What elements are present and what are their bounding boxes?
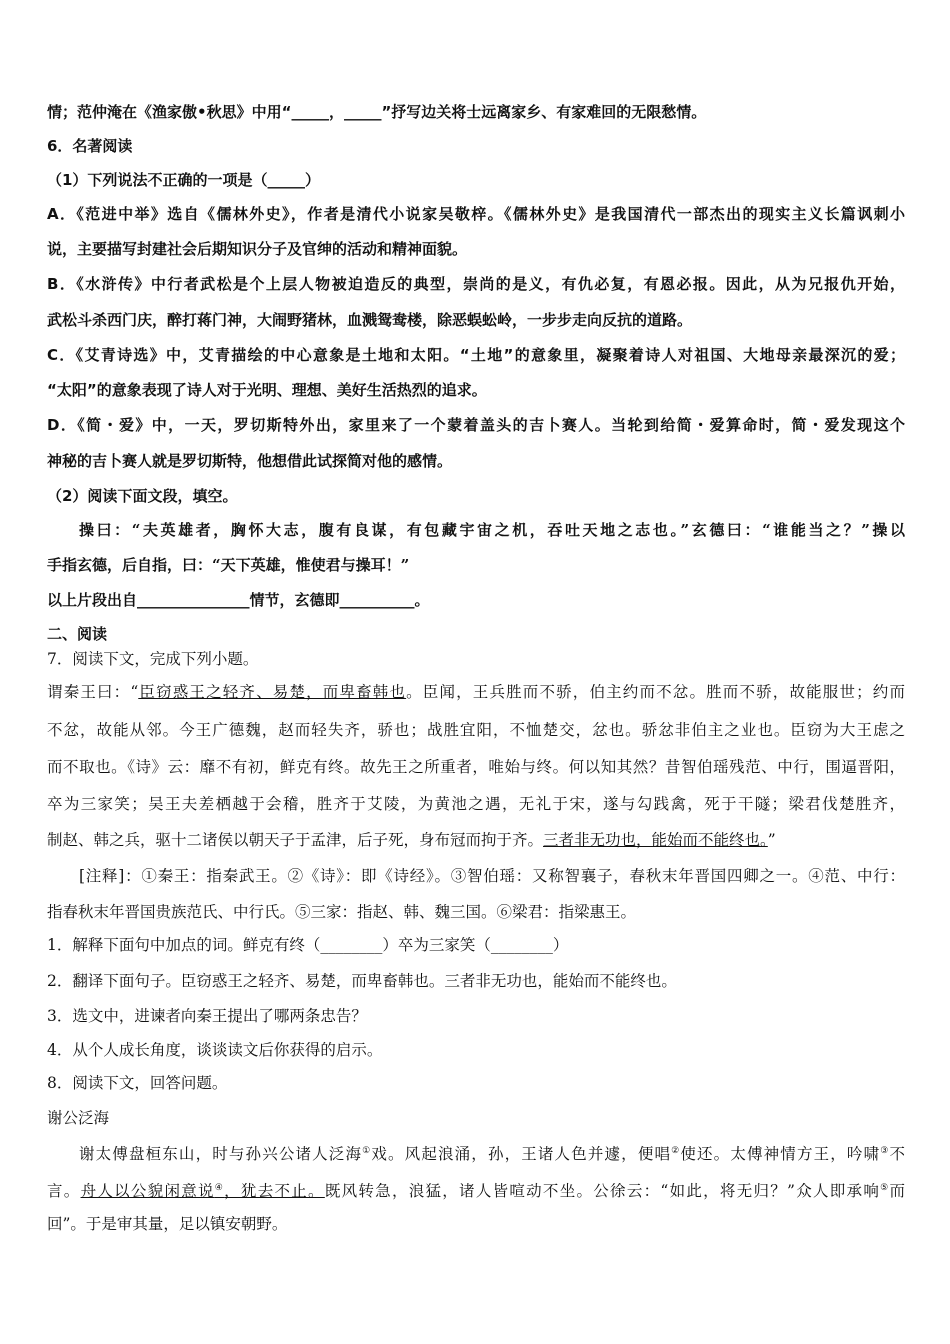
- footnote-mark: ⑤: [880, 1183, 890, 1193]
- text: 不: [889, 1145, 905, 1163]
- underlined-sentence: [81, 1182, 325, 1200]
- section5-tail: 情；范仲淹在《渔家傲•秋思》中用“_____，_____”抒写边关将士远离家乡、有家难回的无限愁情。: [47, 103, 707, 121]
- q7-text-line1: [47, 682, 905, 702]
- story-line3: 回”。于是审其量，足以镇安朝野。: [47, 1215, 288, 1233]
- text: 制赵、韩之兵，驱十二诸侯以朝天子于孟津，后子死，身布冠而拘于齐。: [47, 831, 544, 849]
- option-c-line2: “太阳”的意象表现了诗人对于光明、理想、美好生活热烈的追求。: [47, 381, 487, 399]
- fill-blank: 以上片段出自_______________情节，玄德即__________。: [47, 591, 430, 609]
- footnote-mark: ③: [880, 1146, 890, 1156]
- option-d-line2: 神秘的吉卜赛人就是罗切斯特，他想借此试探简对他的感情。: [47, 452, 453, 470]
- option-a-line1: A．《范进中举》选自《儒林外史》，作者是清代小说家吴敬梓。《儒林外史》是我国清代一部杰出的现实主义长篇讽刺小: [47, 205, 905, 223]
- q6-sub1: （1）下列说法不正确的一项是（_____）: [47, 171, 320, 189]
- q8-title: 8．阅读下文，回答问题。: [47, 1074, 228, 1092]
- notes-line2: 指春秋末年晋国贵族范氏、中行氏。⑤三家：指赵、韩、魏三国。⑥梁君：指梁惠王。: [47, 903, 637, 921]
- option-b-line2: 武松斗杀西门庆，醉打蒋门神，大闹野猪林，血溅鸳鸯楼，除恶蜈蚣岭，一步步走向反抗的道路。: [47, 311, 693, 329]
- story-line2: [47, 1178, 905, 1201]
- q7-question-1: 1．解释下面句中加点的词。鲜克有终（________）卒为三家笑（________）: [47, 936, 569, 954]
- underlined-sentence: 臣窃惑王之轻齐、易楚，而卑畜韩也: [138, 683, 407, 701]
- q7-text-line2: 不忿，故能从邻。今王广德魏，赵而轻失齐，骄也；战胜宜阳，不恤楚交，忿也。骄忿非伯主之业也。臣窃为大王虑之: [47, 721, 905, 739]
- text: ，犹去不止。: [224, 1182, 325, 1200]
- text: 舟人以公貌闲意说: [80, 1182, 215, 1200]
- footnote-mark: ④: [214, 1183, 225, 1193]
- text: 言。: [47, 1182, 81, 1200]
- q6-title: 6．名著阅读: [47, 137, 133, 155]
- footnote-mark: ②: [671, 1146, 681, 1156]
- option-a-line2: 说，主要描写封建社会后期知识分子及官绅的活动和精神面貌。: [47, 240, 468, 258]
- text: 谓秦王曰：“: [47, 683, 139, 701]
- q7-question-2: 2．翻译下面句子。臣窃惑王之轻齐、易楚，而卑畜韩也。三者非无功也，能始而不能终也。: [47, 972, 677, 990]
- text: 既风转急，浪猛，诸人皆喧动不坐。公徐云：“如此，将无归？”众人即承响: [324, 1182, 881, 1200]
- passage-line2: 手指玄德，后自指，曰：“天下英雄，惟使君与操耳！”: [47, 556, 410, 574]
- q7-text-line3: 而不取也。《诗》云：靡不有初，鲜克有终。故先王之所重者，唯始与终。何以知其然？昔智伯瑶残范、中行，围逼晋阳，: [47, 758, 905, 776]
- underlined-sentence: 三者非无功也，能始而不能终也。: [543, 831, 768, 849]
- text: 谢太傅盘桓东山，时与孙兴公诸人泛海: [79, 1145, 363, 1163]
- footnote-mark: ①: [362, 1146, 372, 1156]
- option-d-line1: D．《简・爱》中，一天，罗切斯特外出，家里来了一个蒙着盖头的吉卜赛人。当轮到给简・爱算命时，简・爱发现这个: [47, 416, 905, 434]
- text: ”: [767, 831, 776, 849]
- passage-line1: 操曰：“夫英雄者，胸怀大志，腹有良谋，有包藏宇宙之机，吞吐天地之志也。”玄德曰：“谁能当之？”操以: [79, 521, 905, 539]
- section-2-title: 二、阅读: [47, 625, 108, 643]
- text: 而: [889, 1182, 905, 1200]
- text: 使还。太傅神情方王，吟啸: [680, 1145, 881, 1163]
- notes-line1: [注释]：①秦王：指秦武王。②《诗》：即《诗经》。③智伯瑶：又称智襄子，春秋末年晋国四卿之一。④范、中行：: [79, 867, 905, 885]
- text: 。臣闻，王兵胜而不骄，伯主约而不忿。胜而不骄，故能服世；约而: [406, 683, 905, 701]
- q7-question-4: 4．从个人成长角度，谈谈读文后你获得的启示。: [47, 1041, 383, 1059]
- q6-sub2: （2）阅读下面文段，填空。: [47, 487, 238, 505]
- q7-title: 7．阅读下文，完成下列小题。: [47, 650, 259, 668]
- story-line1: [47, 1141, 905, 1164]
- text: 戏。风起浪涌，孙，王诸人色并遽，便唱: [371, 1145, 672, 1163]
- q7-question-3: 3．选文中，进谏者向秦王提出了哪两条忠告？: [47, 1007, 367, 1025]
- q7-text-line5: [47, 830, 776, 850]
- option-b-line1: B．《水浒传》中行者武松是个上层人物被迫造反的典型，崇尚的是义，有仇必复，有恩必报。因此，从为兄报仇开始，: [47, 275, 905, 293]
- q7-text-line4: 卒为三家笑；吴王夫差栖越于会稽，胜齐于艾陵，为黄池之遇，无礼于宋，遂与勾践禽，死于干隧；梁君伐楚胜齐，: [47, 795, 905, 813]
- story-title: 谢公泛海: [47, 1109, 110, 1127]
- option-c-line1: C．《艾青诗选》中，艾青描绘的中心意象是土地和太阳。“土地”的意象里，凝聚着诗人对祖国、大地母亲最深沉的爱；: [47, 346, 905, 364]
